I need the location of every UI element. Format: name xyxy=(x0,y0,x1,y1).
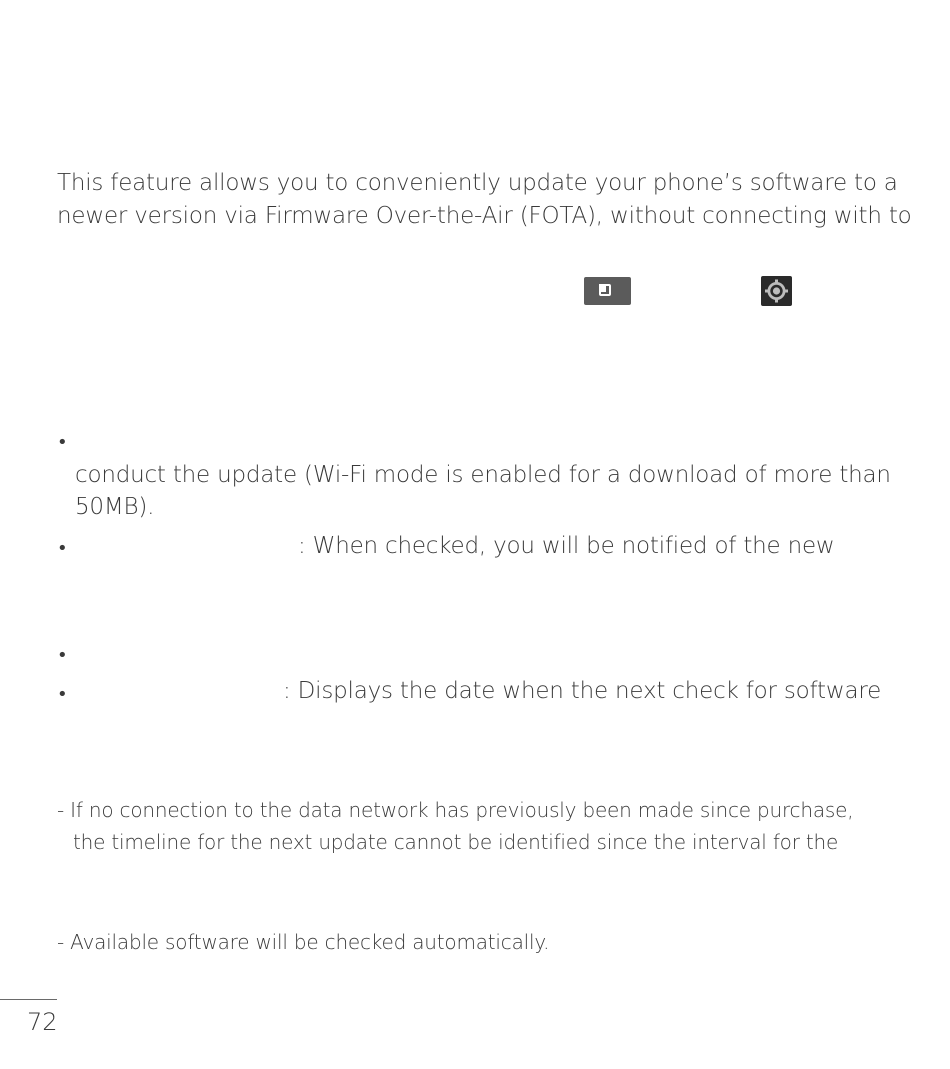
page-number: 72 xyxy=(27,1008,58,1036)
note-1-line-2: the timeline for the next update cannot be identified since the interval for the xyxy=(73,830,839,854)
bullet-1-line-3: 50MB). xyxy=(75,494,155,520)
bullet-mark-2: • xyxy=(57,538,68,559)
footer-divider xyxy=(0,999,57,1000)
bullet-mark-4: • xyxy=(57,684,68,705)
menu-key-icon xyxy=(584,277,631,305)
bullet-2-text: : When checked, you will be notified of the new xyxy=(298,533,835,559)
bullet-1-line-2: conduct the update (Wi-Fi mode is enabled for a download of more than xyxy=(75,462,891,488)
note-1-line-1: - If no connection to the data network has previously been made since purchase, xyxy=(57,798,854,822)
bullet-4-text: : Displays the date when the next check for software xyxy=(283,678,882,704)
note-2: - Available software will be checked automatically. xyxy=(57,930,550,954)
bullet-mark-1: • xyxy=(57,432,68,453)
settings-gear-icon xyxy=(761,276,792,306)
intro-line-1: This feature allows you to conveniently update your phone’s software to a xyxy=(57,170,898,196)
bullet-mark-3: • xyxy=(57,645,68,666)
intro-line-2: newer version via Firmware Over-the-Air (FOTA), without connecting with to xyxy=(57,203,912,229)
